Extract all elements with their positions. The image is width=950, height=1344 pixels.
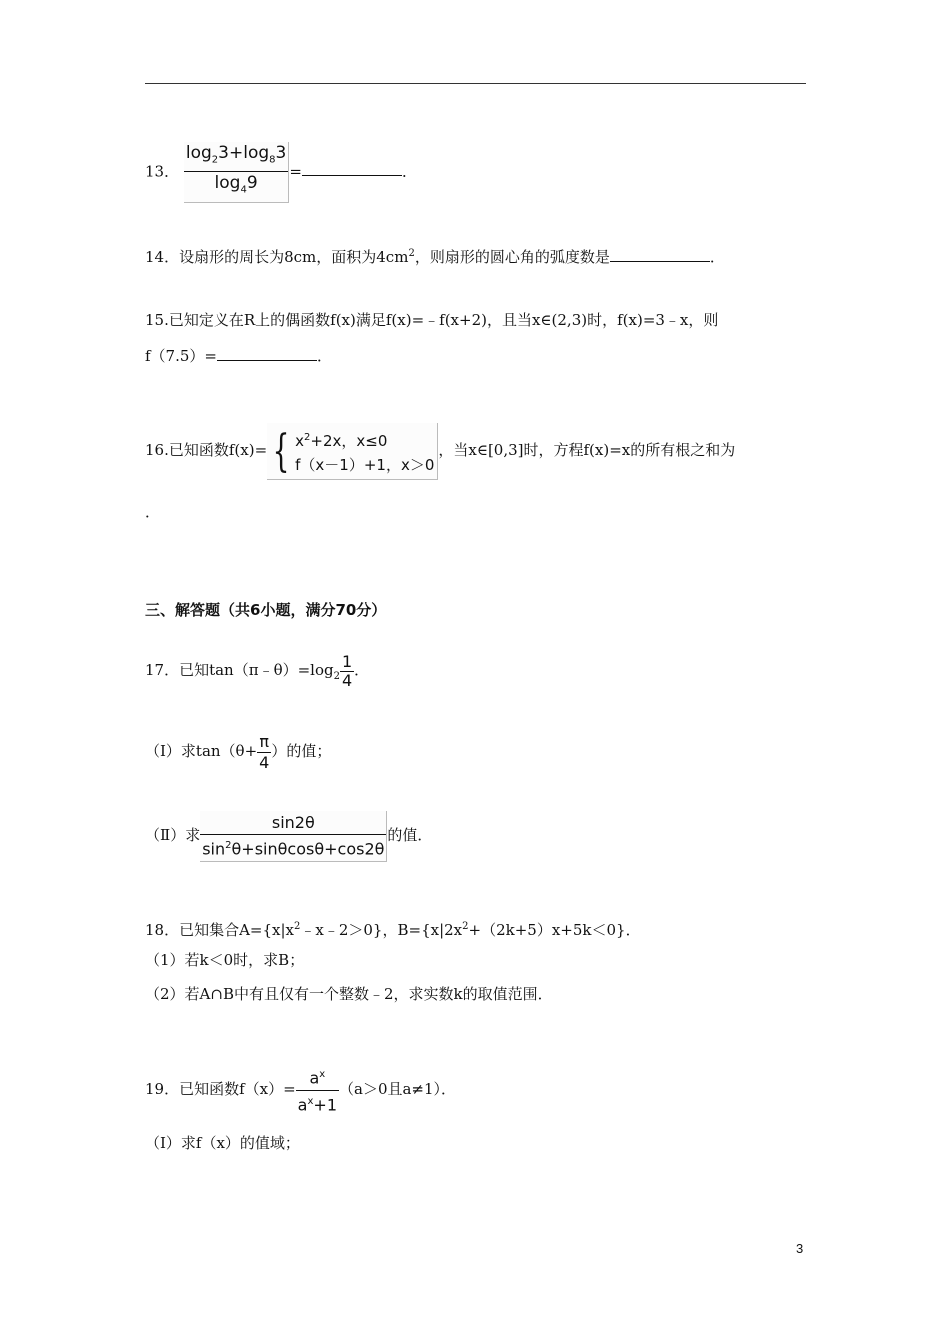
question-18-line1: 18．已知集合$A=\{x|x^2﹣x﹣2>0\}$，$B=\{x|2x^2+(2k+5)x+5k<0\}$．: [145, 921, 641, 939]
fraction: $\frac{a^x}{a^x+1}$: [297, 1068, 337, 1114]
section-title: 三、解答题（共6小题，满分70分）: [145, 601, 387, 619]
question-17: 17．已知$\tan(\pi﹣\theta)=\log_2$ $\frac{1}{4}$ ．: [145, 651, 370, 690]
answer-blank: [217, 346, 317, 361]
question-18-line3: （2）若A∩B中有且仅有一个整数﹣2，求实数k的取值范围．: [145, 985, 553, 1003]
header-rule: [145, 83, 806, 84]
fraction: $\frac{\pi}{4}$: [259, 731, 270, 772]
answer-blank: [302, 161, 402, 176]
answer-blank: [610, 247, 710, 262]
question-15-line2: f（7.5）= ．: [145, 347, 332, 365]
left-brace-icon: {: [272, 425, 290, 477]
question-18-line2: （1）若k＜0时，求B；: [145, 951, 305, 969]
formula-image: $\frac{\log_23+\log_83}{\log_49}$: [184, 142, 289, 203]
question-19: 19．已知函数f（x）= $\frac{a^x}{a^x+1}$ （a＞0且a≠1）．: [145, 1064, 456, 1116]
equals-sign: =: [289, 162, 302, 181]
page-number: 3: [796, 1241, 804, 1256]
question-14: 14．设扇形的周长为8cm，面积为$4cm^2$，则扇形的圆心角的弧度数是 ．: [145, 248, 725, 266]
question-16: 16.已知函数f(x)= { $x^2+2x$，x≤0 f（x－1）+1，x＞0 ，当x∈[0,3]时，方程f(x)=x的所有根之和为: [145, 422, 735, 480]
question-16-line2: ．: [145, 503, 161, 521]
question-number: 13．: [145, 162, 180, 181]
question-13: 13． $\frac{\log_23+\log_83}{\log_49}$ = ．: [145, 142, 417, 203]
question-17-part1: （I）求tan（θ+ $\frac{\pi}{4}$ ）的值；: [145, 731, 332, 772]
piecewise-formula-image: { $x^2+2x$，x≤0 f（x－1）+1，x＞0: [267, 423, 438, 480]
question-15-line1: 15.已知定义在R上的偶函数f(x)满足f(x)=﹣f(x+2)，且当x∈(2,3)时，f(x)=3﹣x，则: [145, 311, 719, 329]
formula-image: $\frac{\sin 2\theta}{\sin^2\theta+\sin\theta\cos\theta+\cos 2\theta}$: [200, 811, 387, 862]
fraction: $\frac{1}{4}$: [341, 651, 353, 690]
question-17-part2: （Ⅱ）求 $\frac{\sin 2\theta}{\sin^2\theta+\sin\theta\cos\theta+\cos 2\theta}$ 的值．: [145, 810, 432, 862]
question-19-part1: （Ⅰ）求f（x）的值域；: [145, 1134, 300, 1152]
